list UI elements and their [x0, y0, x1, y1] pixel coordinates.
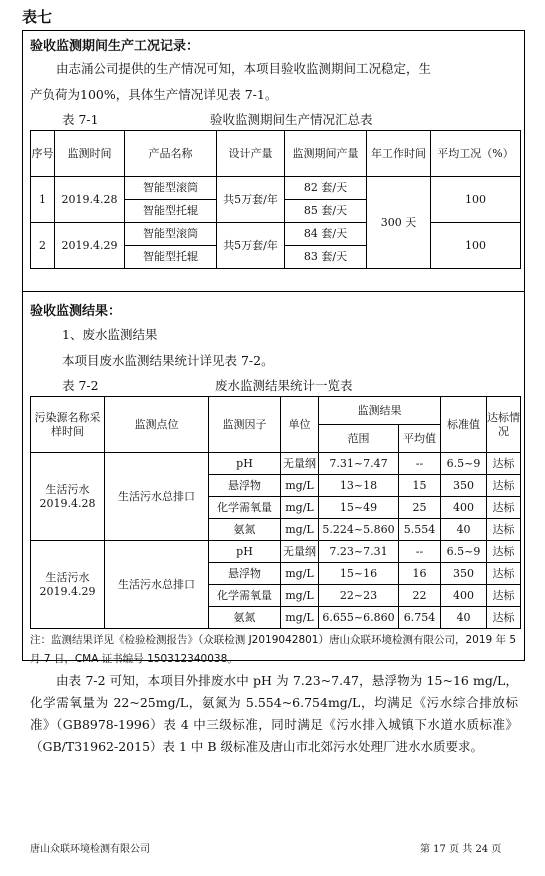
table-row	[31, 177, 521, 200]
standard-cell: 6.5~9	[441, 453, 487, 475]
results-heading: 验收监测结果：	[30, 304, 122, 319]
source-name: 生活污水	[45, 570, 90, 584]
table-row	[31, 223, 521, 246]
avg-cell: 15	[399, 475, 441, 497]
status-cell: 达标	[487, 607, 521, 629]
range-cell: 7.31~7.47	[319, 453, 399, 475]
avg-cell: 22	[399, 585, 441, 607]
factor-cell: 化学需氧量	[209, 497, 281, 519]
col-header-result: 监测结果	[319, 397, 441, 425]
unit-cell: mg/L	[281, 497, 319, 519]
results-sub-heading: 1、废水监测结果	[62, 327, 158, 342]
col-header-avg: 平均值	[399, 425, 441, 453]
unit-cell: mg/L	[281, 475, 319, 497]
range-cell: 7.23~7.31	[319, 541, 399, 563]
range-cell: 15~49	[319, 497, 399, 519]
sampling-date: 2019.4.29	[39, 584, 96, 598]
col-header-output: 监测期间产量	[285, 131, 367, 177]
standard-cell: 40	[441, 519, 487, 541]
row-design: 共5万套/年	[217, 223, 285, 269]
status-cell: 达标	[487, 563, 521, 585]
status-cell: 达标	[487, 497, 521, 519]
results-intro: 本项目废水监测结果统计详见表 7-2。	[62, 353, 274, 368]
range-cell: 13~18	[319, 475, 399, 497]
standard-cell: 400	[441, 497, 487, 519]
source-cell	[31, 541, 105, 629]
factor-cell: pH	[209, 453, 281, 475]
status-cell: 达标	[487, 453, 521, 475]
row-output: 82 套/天	[285, 177, 367, 200]
row-product: 智能型托辊	[125, 246, 217, 269]
row-product: 智能型滚筒	[125, 223, 217, 246]
table-row	[31, 541, 521, 563]
factor-cell: 悬浮物	[209, 475, 281, 497]
status-cell: 达标	[487, 585, 521, 607]
table-7-2-title: 废水监测结果统计一览表	[215, 378, 353, 393]
col-header-source: 污染源名称采样时间	[31, 397, 105, 453]
footer-page-number: 第 17 页 共 24 页	[420, 844, 502, 855]
standard-cell: 400	[441, 585, 487, 607]
avg-cell: --	[399, 453, 441, 475]
range-cell: 6.655~6.860	[319, 607, 399, 629]
standard-cell: 6.5~9	[441, 541, 487, 563]
section-title: 表七	[22, 8, 53, 26]
table-7-1-number: 表 7-1	[62, 112, 99, 127]
avg-cell: --	[399, 541, 441, 563]
standard-cell: 350	[441, 475, 487, 497]
point-cell: 生活污水总排口	[105, 541, 209, 629]
production-table	[30, 130, 521, 269]
status-cell: 达标	[487, 475, 521, 497]
factor-cell: 化学需氧量	[209, 585, 281, 607]
row-product: 智能型滚筒	[125, 177, 217, 200]
col-header-status: 达标情况	[487, 397, 521, 453]
work-time-cell: 300 天	[367, 177, 431, 269]
footer-company: 唐山众联环境检测有限公司	[30, 844, 150, 855]
row-design: 共5万套/年	[217, 177, 285, 223]
point-cell: 生活污水总排口	[105, 453, 209, 541]
row-product: 智能型托辊	[125, 200, 217, 223]
unit-cell: 无量纲	[281, 541, 319, 563]
avg-cell: 5.554	[399, 519, 441, 541]
factor-cell: 氨氮	[209, 607, 281, 629]
section-divider	[22, 291, 525, 292]
source-cell	[31, 453, 105, 541]
col-header-point: 监测点位	[105, 397, 209, 453]
unit-cell: 无量纲	[281, 453, 319, 475]
range-cell: 22~23	[319, 585, 399, 607]
col-header-standard: 标准值	[441, 397, 487, 453]
avg-cell: 6.754	[399, 607, 441, 629]
table-7-1-title: 验收监测期间生产情况汇总表	[210, 112, 373, 127]
status-cell: 达标	[487, 541, 521, 563]
col-header-range: 范围	[319, 425, 399, 453]
col-header-avg: 平均工况（%）	[431, 131, 521, 177]
production-para-line2: 产负荷为100%，具体生产情况详见表 7-1。	[30, 87, 278, 102]
row-avg: 100	[431, 223, 521, 269]
table-7-2-number: 表 7-2	[62, 378, 99, 393]
row-output: 84 套/天	[285, 223, 367, 246]
col-header-unit: 单位	[281, 397, 319, 453]
row-avg: 100	[431, 177, 521, 223]
wastewater-table	[30, 396, 521, 629]
standard-cell: 40	[441, 607, 487, 629]
range-cell: 5.224~5.860	[319, 519, 399, 541]
row-output: 85 套/天	[285, 200, 367, 223]
range-cell: 15~16	[319, 563, 399, 585]
row-no: 1	[31, 177, 55, 223]
row-no: 2	[31, 223, 55, 269]
col-header-worktime: 年工作时间	[367, 131, 431, 177]
unit-cell: mg/L	[281, 607, 319, 629]
table-row	[31, 453, 521, 475]
factor-cell: pH	[209, 541, 281, 563]
col-header-product: 产品名称	[125, 131, 217, 177]
sampling-date: 2019.4.28	[39, 496, 96, 510]
production-para-line1: 由志涌公司提供的生产情况可知，本项目验收监测期间工况稳定，生	[56, 61, 432, 76]
col-header-design: 设计产量	[217, 131, 285, 177]
source-name: 生活污水	[45, 482, 90, 496]
conclusion-paragraph: 由表 7-2 可知，本项目外排废水中 pH 为 7.23~7.47，悬浮物为 15~16 mg/L，化学需氧量为 22~25mg/L，氨氮为 5.554~6.754mg/L，均满足《污水综合排放标准》（GB8978-1996）表 4 中三级标准，同时满足《污水排入城镇下水道水质标准》（GB/T31962-2015）表 1 中 B 级标准及唐山市北郊污水处理厂进水水质要求。	[30, 673, 518, 754]
col-header-no: 序号	[31, 131, 55, 177]
row-date: 2019.4.29	[55, 223, 125, 269]
standard-cell: 350	[441, 563, 487, 585]
factor-cell: 悬浮物	[209, 563, 281, 585]
unit-cell: mg/L	[281, 563, 319, 585]
avg-cell: 16	[399, 563, 441, 585]
unit-cell: mg/L	[281, 585, 319, 607]
table-note: 注：监测结果详见《检验检测报告》（众联检测 J2019042801）唐山众联环境检测有限公司，2019 年 5 月 7 日，CMA 证书编号 150312340038。	[30, 634, 517, 665]
avg-cell: 25	[399, 497, 441, 519]
unit-cell: mg/L	[281, 519, 319, 541]
factor-cell: 氨氮	[209, 519, 281, 541]
production-heading: 验收监测期间生产工况记录：	[30, 39, 200, 54]
row-output: 83 套/天	[285, 246, 367, 269]
row-date: 2019.4.28	[55, 177, 125, 223]
col-header-date: 监测时间	[55, 131, 125, 177]
col-header-factor: 监测因子	[209, 397, 281, 453]
status-cell: 达标	[487, 519, 521, 541]
